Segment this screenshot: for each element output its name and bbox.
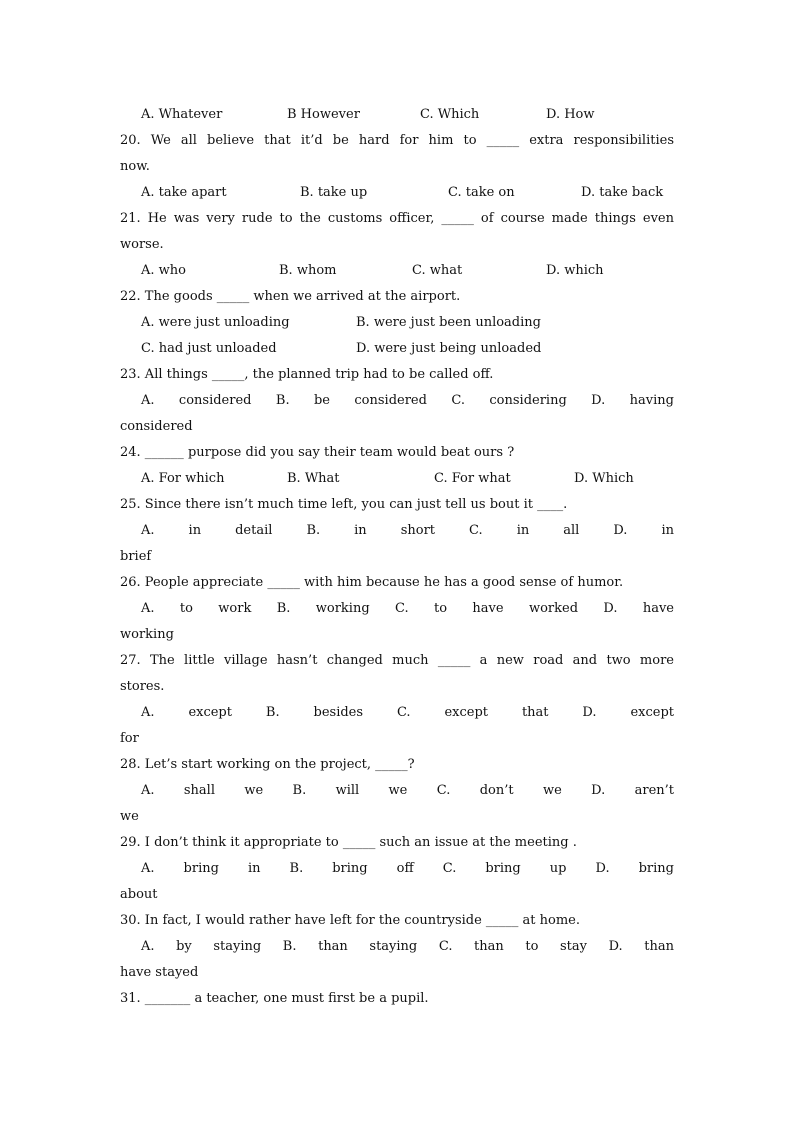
answer-option: A. For which [141,471,225,486]
text-line: A. bring in B. bring off C. bring up D. bring [141,861,674,876]
question-line: 24. ______ purpose did you say their team would beat ours ? [120,445,515,460]
answer-option: C. Which [420,107,480,122]
answer-option: C. take on [448,185,515,200]
answer-option: B. take up [300,185,368,200]
question-line: 31. _______ a teacher, one must first be a pupil. [120,991,429,1006]
answer-option: A. Whatever [141,107,223,122]
question-line: 25. Since there isn’t much time left, you can just tell us bout it ____. [120,497,568,512]
answer-option: D. were just being unloaded [356,341,542,356]
text-line: for [120,731,139,746]
answer-option: B. whom [279,263,337,278]
answer-options-row [141,180,674,206]
answer-option: C. what [412,263,463,278]
question-line: 26. People appreciate _____ with him because he has a good sense of humor. [120,575,624,590]
text-line: brief [120,549,152,564]
text-line: working [120,627,174,642]
answer-option: A. take apart [141,185,227,200]
text-line: A. considered B. be considered C. considering D. having [141,393,674,408]
answer-option: D. How [546,107,595,122]
answer-options-row [141,466,674,492]
question-line: 21. He was very rude to the customs officer, _____ of course made things even [120,211,674,226]
text-line: stores. [120,679,165,694]
text-line: now. [120,159,150,174]
answer-option: B. What [287,471,340,486]
text-line: considered [120,419,193,434]
answer-option: D. take back [581,185,664,200]
answer-options-row [141,102,674,128]
text-line: A. to work B. working C. to have worked D. have [141,601,674,616]
answer-option: D. which [546,263,604,278]
answer-option: B. were just been unloading [356,315,541,330]
answer-options-row [141,336,674,362]
text-line: A. in detail B. in short C. in all D. in [141,523,674,538]
answer-option: B However [287,107,360,122]
answer-option: C. For what [434,471,511,486]
answer-options-row [141,310,674,336]
text-line: A. shall we B. will we C. don’t we D. aren’t [141,783,674,798]
text-line: we [120,809,139,824]
question-line: 28. Let’s start working on the project, _____? [120,757,415,772]
question-line: 22. The goods _____ when we arrived at the airport. [120,289,461,304]
question-line: 23. All things _____, the planned trip had to be called off. [120,367,494,382]
text-line: A. except B. besides C. except that D. except [141,705,674,720]
answer-option: C. had just unloaded [141,341,277,356]
question-line: 30. In fact, I would rather have left for the countryside _____ at home. [120,913,581,928]
text-line: A. by staying B. than staying C. than to stay D. than [141,939,674,954]
answer-option: D. Which [574,471,634,486]
question-line: 20. We all believe that it’d be hard for him to _____ extra responsibilities [120,133,674,148]
question-line: 29. I don’t think it appropriate to _____ such an issue at the meeting . [120,835,577,850]
answer-options-row [141,258,674,284]
question-line: 27. The little village hasn’t changed much _____ a new road and two more [120,653,674,668]
answer-option: A. who [141,263,186,278]
answer-option: A. were just unloading [141,315,290,330]
text-line: worse. [120,237,164,252]
text-line: have stayed [120,965,199,980]
text-line: about [120,887,158,902]
